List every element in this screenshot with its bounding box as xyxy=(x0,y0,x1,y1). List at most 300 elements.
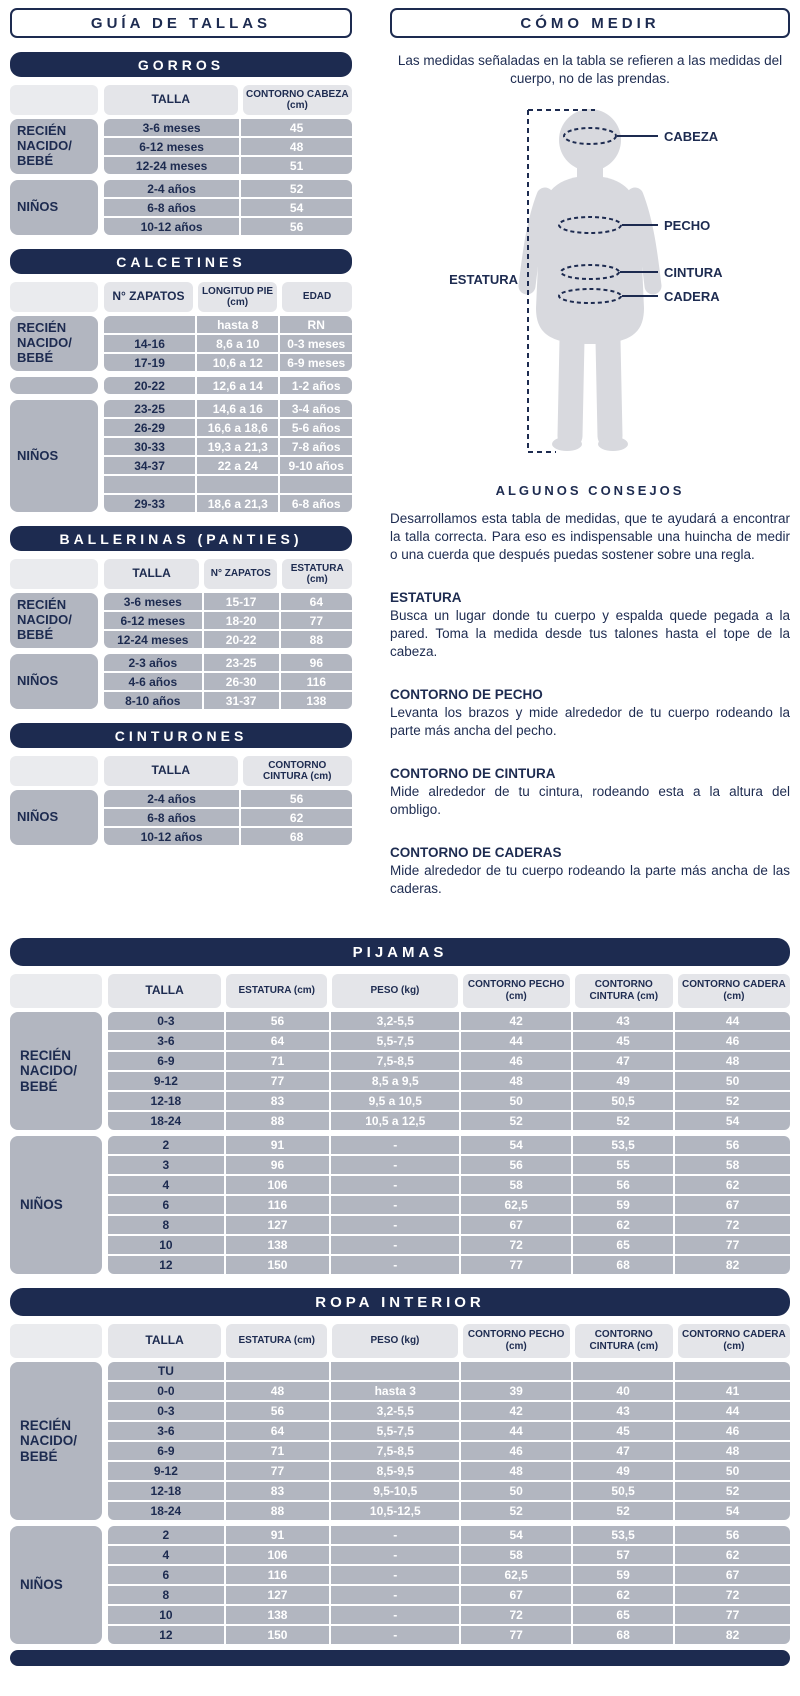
value-cell: 56 xyxy=(675,1526,790,1544)
value-cell: 18,6 a 21,3 xyxy=(197,495,278,512)
table-row xyxy=(104,593,352,610)
value-cell: 67 xyxy=(675,1196,790,1214)
size-cell: 9-12 xyxy=(108,1462,224,1480)
group-rows xyxy=(104,316,352,371)
table-row xyxy=(104,809,352,826)
value-cell: 58 xyxy=(675,1156,790,1174)
column-headers xyxy=(104,559,352,589)
value-cell: 46 xyxy=(675,1032,790,1050)
value-cell: 77 xyxy=(281,612,352,629)
value-cell: 18-20 xyxy=(204,612,279,629)
value-cell: 72 xyxy=(675,1586,790,1604)
table-header-row xyxy=(10,559,352,589)
ropa-interior-table xyxy=(10,1324,790,1644)
value-cell: 46 xyxy=(461,1442,571,1460)
value-cell: 58 xyxy=(461,1546,571,1564)
value-cell: 62 xyxy=(675,1546,790,1564)
value-cell: 50 xyxy=(675,1072,790,1090)
value-cell: 12,6 a 14 xyxy=(197,377,278,394)
value-cell: 8,5-9,5 xyxy=(331,1462,459,1480)
column-header: LONGITUD PIE (cm) xyxy=(198,282,277,312)
value-cell: 50,5 xyxy=(573,1092,673,1110)
column-header: CONTORNO CADERA (cm) xyxy=(678,1324,790,1358)
column-header: TALLA xyxy=(108,974,221,1008)
value-cell: - xyxy=(331,1606,459,1624)
size-cell: 2 xyxy=(108,1136,224,1154)
value-cell: 44 xyxy=(675,1012,790,1030)
column-header: PESO (kg) xyxy=(332,974,457,1008)
value-cell: 83 xyxy=(226,1482,329,1500)
table-row xyxy=(108,1502,790,1520)
value-cell: 106 xyxy=(226,1176,329,1194)
table-row xyxy=(104,790,352,807)
size-cell: 20-22 xyxy=(104,377,195,394)
value-cell xyxy=(331,1362,459,1380)
value-cell: 77 xyxy=(226,1462,329,1480)
group-rows xyxy=(104,180,352,235)
value-cell: 45 xyxy=(573,1422,673,1440)
size-cell: 17-19 xyxy=(104,354,195,371)
corner-cell xyxy=(10,974,102,1008)
table-row xyxy=(104,692,352,709)
value-cell: 44 xyxy=(461,1422,571,1440)
value-cell: 26-30 xyxy=(204,673,279,690)
table-row xyxy=(104,199,352,216)
value-cell: 44 xyxy=(675,1402,790,1420)
value-cell: 150 xyxy=(226,1256,329,1274)
column-header: ESTATURA (cm) xyxy=(226,1324,327,1358)
size-cell: TU xyxy=(108,1362,224,1380)
size-cell: 30-33 xyxy=(104,438,195,455)
value-cell: 62,5 xyxy=(461,1196,571,1214)
value-cell: - xyxy=(331,1156,459,1174)
value-cell: - xyxy=(331,1196,459,1214)
size-cell: 6-12 meses xyxy=(104,138,239,155)
table-row xyxy=(108,1032,790,1050)
group-label: RECIÉN NACIDO/ BEBÉ xyxy=(10,593,98,648)
gorros-section-header: GORROS xyxy=(10,52,352,77)
size-cell: 2-4 años xyxy=(104,180,239,197)
table-group xyxy=(10,1526,790,1644)
value-cell: 71 xyxy=(226,1052,329,1070)
value-cell: 3,2-5,5 xyxy=(331,1402,459,1420)
value-cell: 68 xyxy=(573,1626,673,1644)
value-cell: - xyxy=(331,1526,459,1544)
table-row xyxy=(104,119,352,136)
table-row xyxy=(104,138,352,155)
value-cell: 56 xyxy=(675,1136,790,1154)
size-cell: 2-3 años xyxy=(104,654,202,671)
table-row xyxy=(104,354,352,371)
value-cell: 5-6 años xyxy=(280,419,352,436)
size-cell: 0-3 xyxy=(108,1012,224,1030)
size-cell: 26-29 xyxy=(104,419,195,436)
value-cell: RN xyxy=(280,316,352,333)
gorros-table xyxy=(10,85,352,235)
value-cell: 56 xyxy=(226,1402,329,1420)
group-label: NIÑOS xyxy=(10,654,98,709)
value-cell: 67 xyxy=(675,1566,790,1584)
contorno-cintura-heading: CONTORNO DE CINTURA xyxy=(390,766,556,782)
value-cell: 52 xyxy=(675,1092,790,1110)
contorno-caderas-section xyxy=(390,845,790,898)
value-cell: 3-4 años xyxy=(280,400,352,417)
table-row xyxy=(108,1092,790,1110)
value-cell: 62 xyxy=(573,1216,673,1234)
value-cell: 49 xyxy=(573,1072,673,1090)
value-cell: - xyxy=(331,1176,459,1194)
value-cell: 138 xyxy=(226,1236,329,1254)
table-row xyxy=(104,495,352,512)
value-cell: 56 xyxy=(226,1012,329,1030)
table-bottom-bar xyxy=(10,1650,790,1666)
value-cell: 48 xyxy=(675,1052,790,1070)
value-cell: 88 xyxy=(226,1112,329,1130)
column-header: CONTORNO PECHO (cm) xyxy=(463,974,570,1008)
value-cell: 116 xyxy=(281,673,352,690)
contorno-cintura-section xyxy=(390,766,790,819)
value-cell: - xyxy=(331,1626,459,1644)
value-cell xyxy=(197,476,278,493)
size-cell: 2 xyxy=(108,1526,224,1544)
value-cell: 59 xyxy=(573,1566,673,1584)
value-cell: 54 xyxy=(461,1526,571,1544)
column-header: TALLA xyxy=(104,559,199,589)
value-cell: 62 xyxy=(573,1586,673,1604)
value-cell: 42 xyxy=(461,1012,571,1030)
table-row xyxy=(108,1256,790,1274)
value-cell: 15-17 xyxy=(204,593,279,610)
size-cell: 3-6 meses xyxy=(104,119,239,136)
value-cell: 41 xyxy=(675,1382,790,1400)
size-cell xyxy=(104,476,195,493)
value-cell: 56 xyxy=(241,218,352,235)
corner-cell xyxy=(10,282,98,312)
value-cell: 138 xyxy=(226,1606,329,1624)
size-cell: 12-24 meses xyxy=(104,631,202,648)
value-cell: - xyxy=(331,1566,459,1584)
size-cell: 4 xyxy=(108,1176,224,1194)
column-headers xyxy=(108,1324,790,1358)
table-row xyxy=(104,180,352,197)
value-cell: 127 xyxy=(226,1216,329,1234)
pecho-label: PECHO xyxy=(664,218,711,234)
table-row xyxy=(108,1462,790,1480)
group-rows xyxy=(104,790,352,845)
value-cell: 138 xyxy=(281,692,352,709)
column-header: TALLA xyxy=(104,85,238,115)
value-cell: 65 xyxy=(573,1236,673,1254)
value-cell: 10,5 a 12,5 xyxy=(331,1112,459,1130)
value-cell: 62 xyxy=(241,809,352,826)
column-headers xyxy=(104,282,352,312)
value-cell: 62,5 xyxy=(461,1566,571,1584)
value-cell: 116 xyxy=(226,1566,329,1584)
size-cell: 6 xyxy=(108,1566,224,1584)
table-row xyxy=(108,1402,790,1420)
size-cell: 12-18 xyxy=(108,1482,224,1500)
value-cell: 20-22 xyxy=(204,631,279,648)
group-rows xyxy=(104,119,352,174)
value-cell: 64 xyxy=(281,593,352,610)
table-row xyxy=(104,438,352,455)
table-row xyxy=(108,1566,790,1584)
group-rows xyxy=(108,1012,790,1130)
group-label: RECIÉN NACIDO/ BEBÉ xyxy=(10,1362,102,1520)
right-column xyxy=(390,8,790,898)
group-label: NIÑOS xyxy=(10,1526,102,1644)
size-cell xyxy=(104,316,195,333)
contorno-pecho-text: Levanta los brazos y mide alrededor de tu cuerpo rodeando la parte más ancha del pecho. xyxy=(390,705,790,739)
value-cell: 77 xyxy=(675,1236,790,1254)
table-row xyxy=(104,218,352,235)
table-header-row xyxy=(10,974,790,1008)
value-cell: 7-8 años xyxy=(280,438,352,455)
table-row xyxy=(108,1196,790,1214)
table-row xyxy=(108,1216,790,1234)
group-rows xyxy=(108,1526,790,1644)
group-rows xyxy=(104,377,352,394)
value-cell xyxy=(573,1362,673,1380)
column-header: N° ZAPATOS xyxy=(104,282,193,312)
size-cell: 10 xyxy=(108,1606,224,1624)
table-row xyxy=(104,157,352,174)
child-silhouette-diagram xyxy=(390,100,790,468)
value-cell: 6-8 años xyxy=(280,495,352,512)
value-cell: 7,5-8,5 xyxy=(331,1052,459,1070)
value-cell: 43 xyxy=(573,1012,673,1030)
column-header: N° ZAPATOS xyxy=(204,559,277,589)
cinturones-section-header: CINTURONES xyxy=(10,723,352,748)
value-cell: 52 xyxy=(461,1112,571,1130)
column-headers xyxy=(104,85,352,115)
column-header: CONTORNO CINTURA (cm) xyxy=(243,756,352,786)
table-row xyxy=(108,1606,790,1624)
value-cell xyxy=(461,1362,571,1380)
table-row xyxy=(108,1442,790,1460)
contorno-cintura-text: Mide alrededor de tu cintura, rodeando esta a la altura del ombligo. xyxy=(390,784,790,818)
value-cell: 68 xyxy=(573,1256,673,1274)
table-row xyxy=(104,419,352,436)
value-cell: 50 xyxy=(675,1462,790,1480)
value-cell: - xyxy=(331,1256,459,1274)
size-cell: 6-8 años xyxy=(104,199,239,216)
pijamas-table xyxy=(10,974,790,1274)
table-row xyxy=(108,1422,790,1440)
value-cell: 71 xyxy=(226,1442,329,1460)
value-cell: 46 xyxy=(675,1422,790,1440)
column-header: CONTORNO CINTURA (cm) xyxy=(575,1324,673,1358)
group-label: RECIÉN NACIDO/ BEBÉ xyxy=(10,316,98,371)
value-cell: 7,5-8,5 xyxy=(331,1442,459,1460)
group-rows xyxy=(104,593,352,648)
group-label: RECIÉN NACIDO/ BEBÉ xyxy=(10,1012,102,1130)
value-cell: 59 xyxy=(573,1196,673,1214)
value-cell: 64 xyxy=(226,1032,329,1050)
size-cell: 8-10 años xyxy=(104,692,202,709)
size-cell: 0-0 xyxy=(108,1382,224,1400)
size-cell: 12-18 xyxy=(108,1092,224,1110)
table-group xyxy=(10,654,352,709)
size-cell: 6-9 xyxy=(108,1052,224,1070)
group-label: NIÑOS xyxy=(10,180,98,235)
column-header: CONTORNO CADERA (cm) xyxy=(678,974,790,1008)
column-header: TALLA xyxy=(104,756,238,786)
column-header: CONTORNO PECHO (cm) xyxy=(463,1324,570,1358)
value-cell: 88 xyxy=(226,1502,329,1520)
value-cell: 127 xyxy=(226,1586,329,1604)
value-cell: 91 xyxy=(226,1136,329,1154)
size-cell: 10-12 años xyxy=(104,828,239,845)
size-cell: 3-6 xyxy=(108,1422,224,1440)
column-header: TALLA xyxy=(108,1324,221,1358)
value-cell: 49 xyxy=(573,1462,673,1480)
group-rows xyxy=(108,1362,790,1520)
group-label: RECIÉN NACIDO/ BEBÉ xyxy=(10,119,98,174)
table-group xyxy=(10,377,352,394)
table-row xyxy=(104,316,352,333)
value-cell: 43 xyxy=(573,1402,673,1420)
value-cell: 96 xyxy=(281,654,352,671)
value-cell: 77 xyxy=(461,1256,571,1274)
value-cell: 72 xyxy=(675,1216,790,1234)
value-cell: 10,6 a 12 xyxy=(197,354,278,371)
column-headers xyxy=(108,974,790,1008)
page-title-left: GUÍA DE TALLAS xyxy=(10,8,352,38)
table-row xyxy=(108,1112,790,1130)
value-cell: 14,6 a 16 xyxy=(197,400,278,417)
table-group xyxy=(10,400,352,512)
value-cell: 40 xyxy=(573,1382,673,1400)
value-cell: 91 xyxy=(226,1526,329,1544)
ropa-interior-section-header: ROPA INTERIOR xyxy=(10,1288,790,1316)
value-cell: 46 xyxy=(461,1052,571,1070)
table-row xyxy=(108,1176,790,1194)
consejos-title: ALGUNOS CONSEJOS xyxy=(495,483,685,499)
column-header: ESTATURA (cm) xyxy=(282,559,352,589)
calcetines-section-header: CALCETINES xyxy=(10,249,352,274)
size-cell: 9-12 xyxy=(108,1072,224,1090)
table-row xyxy=(104,612,352,629)
value-cell: 5,5-7,5 xyxy=(331,1422,459,1440)
table-row xyxy=(108,1236,790,1254)
table-row xyxy=(108,1526,790,1544)
top-area xyxy=(10,8,790,898)
value-cell: 106 xyxy=(226,1546,329,1564)
value-cell: 0-3 meses xyxy=(280,335,352,352)
table-group xyxy=(10,790,352,845)
value-cell: hasta 8 xyxy=(197,316,278,333)
size-cell: 12-24 meses xyxy=(104,157,239,174)
value-cell: 77 xyxy=(226,1072,329,1090)
value-cell: 67 xyxy=(461,1216,571,1234)
value-cell: 48 xyxy=(461,1462,571,1480)
value-cell: 77 xyxy=(675,1606,790,1624)
table-group xyxy=(10,1012,790,1130)
value-cell: 53,5 xyxy=(573,1136,673,1154)
table-row xyxy=(108,1586,790,1604)
ballerinas-section-header: BALLERINAS (PANTIES) xyxy=(10,526,352,551)
table-row xyxy=(104,400,352,417)
value-cell: 19,3 a 21,3 xyxy=(197,438,278,455)
column-header: PESO (kg) xyxy=(332,1324,457,1358)
value-cell: 55 xyxy=(573,1156,673,1174)
value-cell: 9-10 años xyxy=(280,457,352,474)
table-row xyxy=(104,335,352,352)
value-cell: 5,5-7,5 xyxy=(331,1032,459,1050)
value-cell: 67 xyxy=(461,1586,571,1604)
table-row xyxy=(104,476,352,493)
value-cell: 48 xyxy=(241,138,352,155)
corner-cell xyxy=(10,85,98,115)
group-rows xyxy=(104,654,352,709)
size-cell: 2-4 años xyxy=(104,790,239,807)
ballerinas-table xyxy=(10,559,352,709)
cabeza-label: CABEZA xyxy=(664,129,719,145)
column-header: EDAD xyxy=(282,282,352,312)
value-cell: 68 xyxy=(241,828,352,845)
value-cell: 1-2 años xyxy=(280,377,352,394)
value-cell: 48 xyxy=(675,1442,790,1460)
value-cell: 96 xyxy=(226,1156,329,1174)
value-cell: 10,5-12,5 xyxy=(331,1502,459,1520)
value-cell: 52 xyxy=(573,1112,673,1130)
value-cell: 42 xyxy=(461,1402,571,1420)
size-cell: 4-6 años xyxy=(104,673,202,690)
value-cell: 82 xyxy=(675,1256,790,1274)
size-cell: 14-16 xyxy=(104,335,195,352)
pijamas-section-header: PIJAMAS xyxy=(10,938,790,966)
table-row xyxy=(108,1136,790,1154)
value-cell: 50,5 xyxy=(573,1482,673,1500)
table-group xyxy=(10,316,352,371)
corner-cell xyxy=(10,756,98,786)
size-cell: 3-6 xyxy=(108,1032,224,1050)
value-cell: 88 xyxy=(281,631,352,648)
size-cell: 23-25 xyxy=(104,400,195,417)
group-label: NIÑOS xyxy=(10,790,98,845)
group-rows xyxy=(104,400,352,512)
value-cell: 23-25 xyxy=(204,654,279,671)
measuring-intro-text: Las medidas señaladas en la tabla se refieren a las medidas del cuerpo, no de las prendas. xyxy=(397,53,783,87)
column-header: CONTORNO CINTURA (cm) xyxy=(575,974,673,1008)
table-group xyxy=(10,1362,790,1520)
value-cell: 116 xyxy=(226,1196,329,1214)
value-cell: 8,5 a 9,5 xyxy=(331,1072,459,1090)
estatura-label: ESTATURA xyxy=(449,272,518,288)
value-cell xyxy=(675,1362,790,1380)
value-cell: 44 xyxy=(461,1032,571,1050)
table-group xyxy=(10,119,352,174)
table-row xyxy=(108,1156,790,1174)
table-row xyxy=(108,1546,790,1564)
value-cell xyxy=(226,1362,329,1380)
value-cell: 54 xyxy=(241,199,352,216)
table-group xyxy=(10,180,352,235)
size-cell: 10-12 años xyxy=(104,218,239,235)
value-cell: 52 xyxy=(675,1482,790,1500)
value-cell: 56 xyxy=(241,790,352,807)
value-cell: 83 xyxy=(226,1092,329,1110)
contorno-pecho-heading: CONTORNO DE PECHO xyxy=(390,687,543,703)
size-cell: 3 xyxy=(108,1156,224,1174)
value-cell: 3,2-5,5 xyxy=(331,1012,459,1030)
value-cell: - xyxy=(331,1216,459,1234)
value-cell: 54 xyxy=(675,1112,790,1130)
left-column xyxy=(10,8,352,851)
group-rows xyxy=(108,1136,790,1274)
ropa-interior-section xyxy=(10,1288,790,1666)
